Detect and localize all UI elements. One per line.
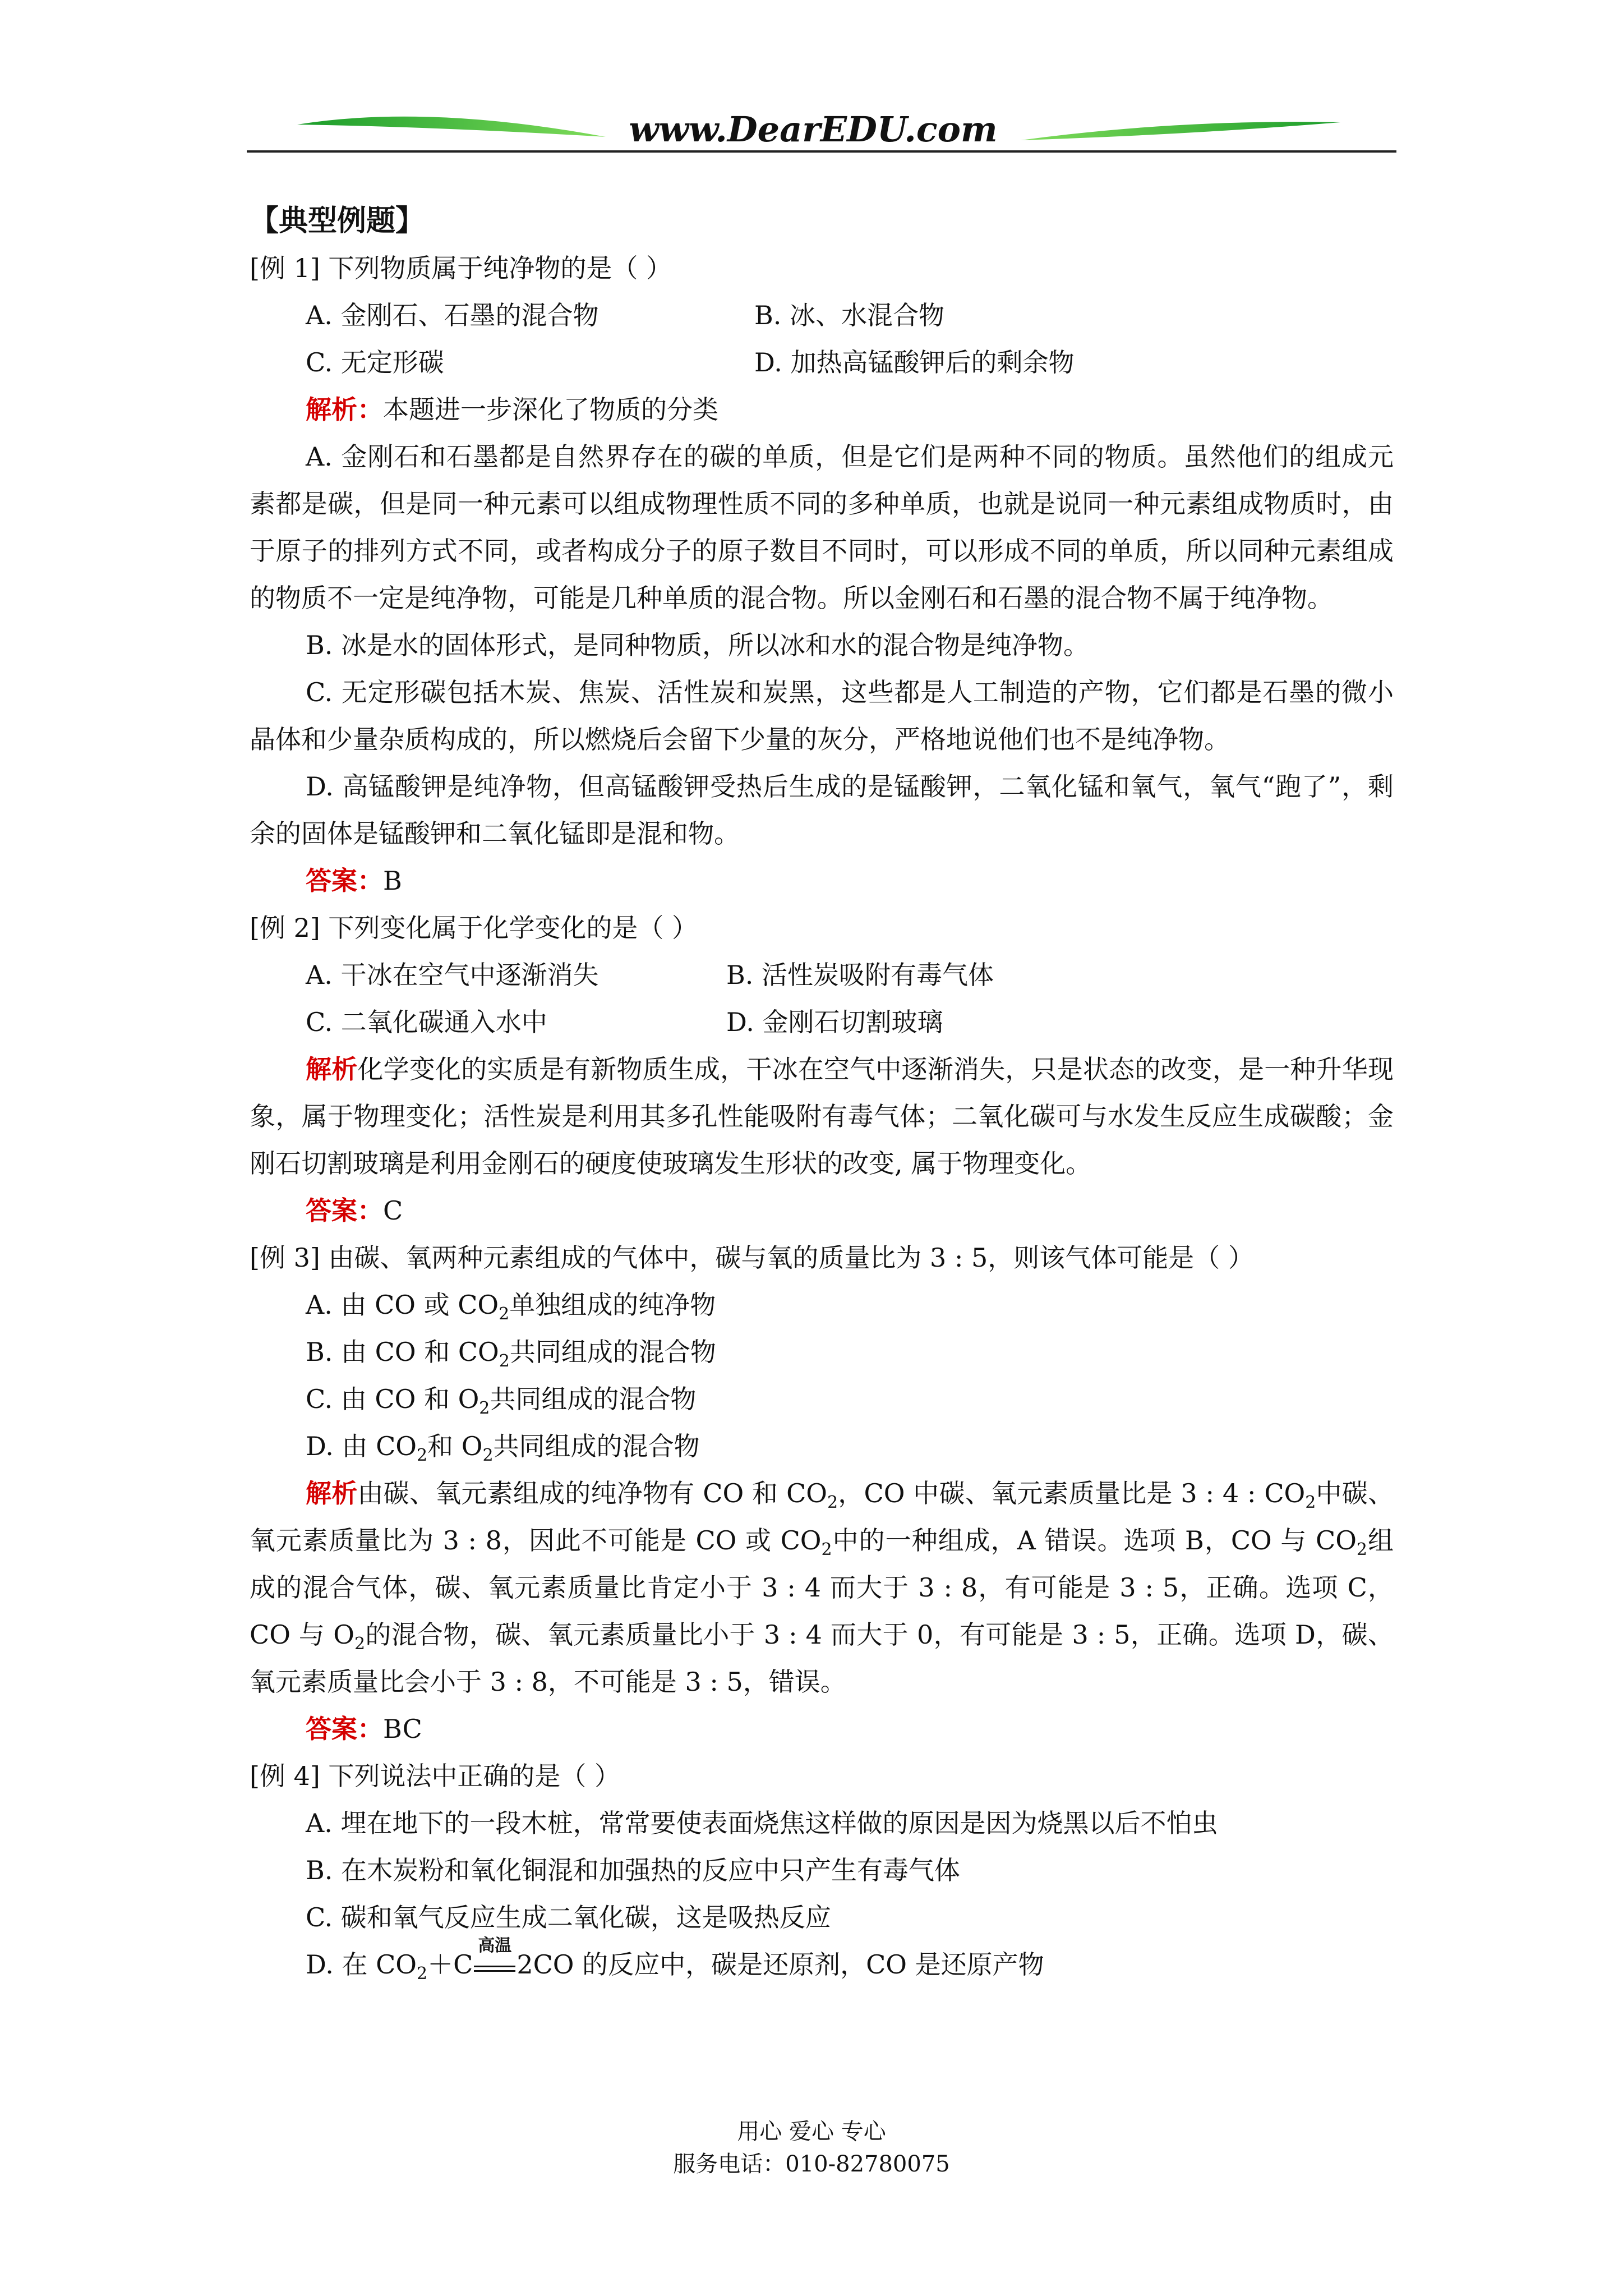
ex1-answer-value: B [383, 866, 402, 896]
ex4-option-d-part1: D. 在 CO [306, 1949, 417, 1980]
subscript-2: 2 [354, 1634, 366, 1654]
subscript-2: 2 [827, 1493, 838, 1512]
ex3-analysis-part1: 由碳、氧元素组成的纯净物有 CO 和 CO [357, 1478, 827, 1508]
ex3-option-b-part2: 共同组成的混合物 [509, 1337, 716, 1367]
subscript-2: 2 [499, 1351, 510, 1371]
ex1-option-d: D. 加热高锰酸钾后的剩余物 [754, 347, 1075, 378]
equals-sign [474, 1966, 515, 1972]
ex1-options-row2 [250, 339, 1394, 386]
reaction-condition-label: 高温 [478, 1936, 512, 1955]
subscript-2: 2 [417, 1964, 428, 1984]
header-site-name: www.DearEDU.com [629, 109, 998, 150]
ex4-option-d [250, 1936, 1394, 1988]
ex3-option-a [250, 1281, 1394, 1328]
ex1-explain-d: D. 高锰酸钾是纯净物，但高锰酸钾受热后生成的是锰酸钾，二氧化锰和氧气，氧气“跑了”，剩余的固体是锰酸钾和二氧化锰即是混和物。 [250, 771, 1394, 849]
footer-slogan: 用心 爱心 专心 [737, 2119, 886, 2145]
ex3-analysis-label: 解析 [306, 1478, 358, 1508]
ex1-analysis-intro [250, 386, 1394, 433]
ex3-option-c [250, 1375, 1394, 1423]
ex2-answer [250, 1187, 1394, 1234]
ex3-option-d-part2: 和 O [427, 1431, 483, 1461]
ex3-option-a-part1: A. 由 CO 或 CO [306, 1290, 499, 1320]
ex2-analysis-text: 化学变化的实质是有新物质生成，干冰在空气中逐渐消失，只是状态的改变，是一种升华现象，属于物理变化；活性炭是利用其多孔性能吸附有毒气体；二氧化碳可与水发生反应生成碳酸；金刚石切割玻璃是利用金刚石的硬度使玻璃发生形状的改变, 属于物理变化。 [250, 1054, 1394, 1179]
ex3-option-b-part1: B. 由 CO 和 CO [306, 1337, 499, 1367]
ex1-analysis-label: 解析： [306, 394, 383, 425]
ex3-option-a-part2: 单独组成的纯净物 [509, 1290, 716, 1320]
ex1-option-a: A. 金刚石、石墨的混合物 [306, 300, 599, 330]
ex1-answer-label: 答案： [306, 866, 383, 896]
ex3-option-b [250, 1328, 1394, 1375]
ex2-options-row2 [250, 999, 1394, 1046]
ex2-option-b: B. 活性炭吸附有毒气体 [726, 960, 994, 990]
ex2-options-row1 [250, 951, 1394, 999]
ex3-option-d [250, 1423, 1394, 1470]
ex4-question: [例 4] 下列说法中正确的是（ ） [250, 1761, 621, 1791]
ex3-option-d-part3: 共同组成的混合物 [493, 1431, 700, 1461]
ex3-answer-label: 答案： [306, 1714, 383, 1744]
ex3-answer [250, 1705, 1394, 1752]
footer-phone: 服务电话：010-82780075 [673, 2151, 950, 2177]
page-header [0, 0, 1623, 163]
right-leaf-swoosh [1021, 122, 1340, 140]
ex1-explain-b: B. 冰是水的固体形式，是同种物质，所以冰和水的混合物是纯净物。 [306, 630, 1090, 660]
ex3-option-d-part1: D. 由 CO [306, 1431, 417, 1461]
ex3-analysis-part3: 中碳、氧元素质量比为 3 : 8，因此不可能是 CO 或 CO [250, 1478, 1394, 1556]
header-rule [247, 150, 1396, 153]
ex1-explain-a: A. 金刚石和石墨都是自然界存在的碳的单质，但是它们是两种不同的物质。虽然他们的组成元素都是碳，但是同一种元素可以组成物理性质不同的多种单质，也就是说同一种元素组成物质时，由于原子的排列方式不同，或者构成分子的原子数目不同时，可以形成不同的单质，所以同种元素组成的物质不一定是纯净物，可能是几种单质的混合物。所以金刚石和石墨的混合物不属于纯净物。 [250, 441, 1394, 613]
ex1-analysis-text: 本题进一步深化了物质的分类 [383, 394, 718, 425]
ex1-explain-c: C. 无定形碳包括木炭、焦炭、活性炭和炭黑，这些都是人工制造的产物，它们都是石墨的微小晶体和少量杂质构成的，所以燃烧后会留下少量的灰分，严格地说他们也不是纯净物。 [250, 677, 1394, 754]
ex1-options-row1 [250, 292, 1394, 339]
ex3-analysis-part6: 的混合物，碳、氧元素质量比小于 3 : 4 而大于 0，有可能是 3 : 5，正确。选项 D，碳、氧元素质量比会小于 3 : 8，不可能是 3 : 5，错误。 [250, 1619, 1394, 1697]
ex3-analysis-part2: ，CO 中碳、氧元素质量比是 3 : 4 : CO [838, 1478, 1306, 1508]
ex4-option-a: A. 埋在地下的一段木桩，常常要使表面烧焦这样做的原因是因为烧黑以后不怕虫 [306, 1808, 1218, 1838]
subscript-2: 2 [482, 1446, 494, 1465]
ex3-analysis-part4: 中的一种组成，A 错误。选项 B，CO 与 CO [832, 1525, 1357, 1556]
subscript-2: 2 [1356, 1540, 1367, 1559]
left-leaf-swoosh [297, 117, 606, 137]
ex3-answer-value: BC [383, 1714, 422, 1744]
ex2-option-a: A. 干冰在空气中逐渐消失 [306, 960, 599, 990]
ex2-question: [例 2] 下列变化属于化学变化的是（ ） [250, 913, 698, 943]
ex1-option-c: C. 无定形碳 [306, 347, 444, 378]
ex3-option-c-part1: C. 由 CO 和 O [306, 1384, 479, 1414]
ex3-analysis [250, 1470, 1394, 1705]
ex2-option-c: C. 二氧化碳通入水中 [306, 1007, 547, 1037]
reaction-condition [473, 1936, 517, 1988]
ex1-answer [250, 857, 1394, 904]
ex2-analysis-label: 解析 [306, 1054, 358, 1084]
subscript-2: 2 [821, 1540, 832, 1559]
ex1-option-b: B. 冰、水混合物 [754, 300, 945, 330]
subscript-2: 2 [499, 1304, 510, 1324]
ex4-option-b: B. 在木炭粉和氧化铜混和加强热的反应中只产生有毒气体 [306, 1855, 961, 1885]
section-title: 【典型例题】 [250, 204, 425, 238]
ex3-option-c-part2: 共同组成的混合物 [490, 1384, 697, 1414]
ex2-answer-label: 答案： [306, 1195, 383, 1226]
ex2-analysis [250, 1046, 1394, 1187]
ex3-analysis-part5: 组成的混合气体，碳、氧元素质量比肯定小于 3 : 4 而大于 3 : 8，有可能是 3 : 5，正确。选项 C，CO 与 O [250, 1525, 1394, 1650]
ex4-option-d-part3: 2CO 的反应中，碳是还原剂，CO 是还原产物 [517, 1949, 1044, 1980]
subscript-2: 2 [417, 1446, 428, 1465]
subscript-2: 2 [1305, 1493, 1316, 1512]
ex2-answer-value: C [383, 1195, 403, 1226]
ex3-question: [例 3] 由碳、氧两种元素组成的气体中，碳与氧的质量比为 3 : 5，则该气体可能是（ ） [250, 1243, 1254, 1273]
ex2-option-d: D. 金刚石切割玻璃 [726, 1007, 943, 1037]
ex1-question: [例 1] 下列物质属于纯净物的是（ ） [250, 253, 672, 283]
page-content [250, 197, 1394, 1988]
subscript-2: 2 [479, 1398, 490, 1418]
ex4-option-d-part2: ＋C [427, 1949, 473, 1980]
ex4-option-c: C. 碳和氧气反应生成二氧化碳，这是吸热反应 [306, 1902, 831, 1932]
